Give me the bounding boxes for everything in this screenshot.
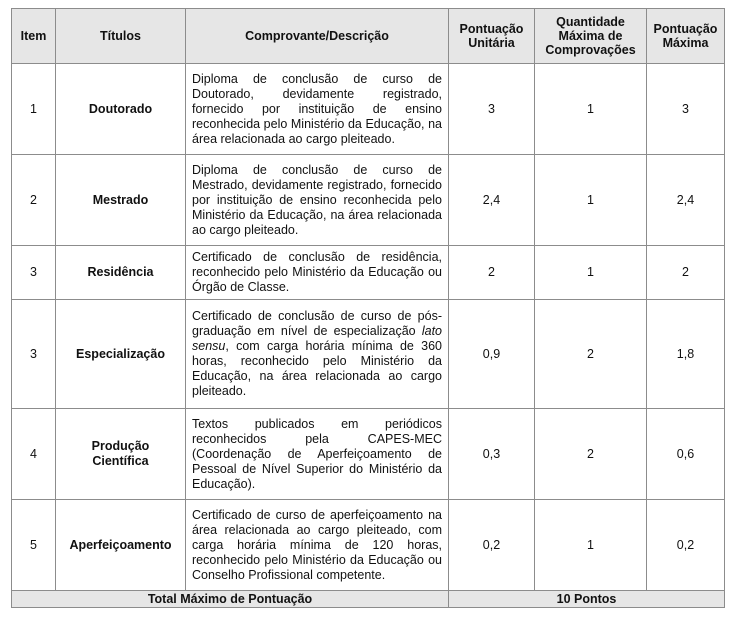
total-value: 10 Pontos — [449, 591, 725, 608]
header-row — [12, 9, 725, 64]
header-comprovante: Comprovante/Descrição — [186, 9, 449, 64]
row-item: 1 — [12, 64, 56, 155]
row-item: 3 — [12, 246, 56, 300]
total-row — [12, 591, 725, 608]
row-quantidade: 1 — [535, 500, 647, 591]
row-titulo: Doutorado — [56, 64, 186, 155]
header-pontuacao-unitaria — [449, 9, 535, 64]
row-descricao-italic: lato sensu — [192, 324, 442, 353]
row-descricao: Diploma de conclusão de curso de Doutorado, devidamente registrado, fornecido por instituição de ensino reconhecida pelo Ministério da Educação, na área relacionada ao cargo pleiteado. — [186, 64, 449, 155]
header-unitaria-line2: Unitária — [468, 36, 515, 50]
header-maxima-line2: Máxima — [662, 36, 709, 50]
row-quantidade: 1 — [535, 64, 647, 155]
header-pontuacao-maxima — [647, 9, 725, 64]
header-quantidade-line1: Quantidade — [556, 15, 625, 29]
row-pontuacao-maxima: 0,6 — [647, 409, 725, 500]
table-row — [12, 246, 725, 300]
row-pontuacao-unitaria: 3 — [449, 64, 535, 155]
row-pontuacao-maxima: 3 — [647, 64, 725, 155]
row-descricao: Certificado de curso de aperfeiçoamento na área relacionada ao cargo pleiteado, com carga horária mínima de 120 horas, reconhecido pelo Ministério da Educação ou Conselho Profissional competente. — [186, 500, 449, 591]
header-quantidade-line3: Comprovações — [545, 43, 636, 57]
table-row — [12, 155, 725, 246]
row-pontuacao-maxima: 2,4 — [647, 155, 725, 246]
row-pontuacao-unitaria: 0,3 — [449, 409, 535, 500]
row-quantidade: 2 — [535, 409, 647, 500]
row-item: 2 — [12, 155, 56, 246]
row-descricao-part2: , com carga horária mínima de 360 horas, reconhecido pelo Ministério da Educação, na área relacionada ao cargo pleiteado. — [192, 339, 442, 398]
row-pontuacao-unitaria: 2 — [449, 246, 535, 300]
row-item: 3 — [12, 300, 56, 409]
row-pontuacao-unitaria: 0,9 — [449, 300, 535, 409]
row-titulo: Residência — [56, 246, 186, 300]
row-quantidade: 2 — [535, 300, 647, 409]
row-pontuacao-unitaria: 2,4 — [449, 155, 535, 246]
table-row — [12, 300, 725, 409]
row-titulo-line1: Produção — [91, 439, 150, 453]
row-item: 4 — [12, 409, 56, 500]
table-row — [12, 64, 725, 155]
header-titulos: Títulos — [56, 9, 186, 64]
header-maxima-line1: Pontuação — [653, 22, 718, 36]
row-titulo: Mestrado — [56, 155, 186, 246]
row-quantidade: 1 — [535, 155, 647, 246]
row-titulo: Especialização — [56, 300, 186, 409]
row-pontuacao-maxima: 1,8 — [647, 300, 725, 409]
pontuacao-table — [11, 8, 725, 608]
row-descricao-part1: Certificado de conclusão de curso de pós-graduação em nível de especialização — [192, 309, 442, 338]
row-titulo: Aperfeiçoamento — [56, 500, 186, 591]
row-item: 5 — [12, 500, 56, 591]
row-pontuacao-maxima: 0,2 — [647, 500, 725, 591]
table-row — [12, 409, 725, 500]
row-titulo — [56, 409, 186, 500]
row-descricao: Certificado de conclusão de residência, reconhecido pelo Ministério da Educação ou Órgão de Classe. — [186, 246, 449, 300]
row-descricao: Diploma de conclusão de curso de Mestrado, devidamente registrado, fornecido por instituição de ensino reconhecida pelo Ministério da Educação, na área relacionada ao cargo pleiteado. — [186, 155, 449, 246]
header-item: Item — [12, 9, 56, 64]
row-descricao — [186, 300, 449, 409]
row-quantidade: 1 — [535, 246, 647, 300]
row-pontuacao-unitaria: 0,2 — [449, 500, 535, 591]
total-label: Total Máximo de Pontuação — [12, 591, 449, 608]
header-quantidade-line2: Máxima de — [558, 29, 623, 43]
row-descricao: Textos publicados em periódicos reconhecidos pela CAPES-MEC (Coordenação de Aperfeiçoamento de Pessoal de Nível Superior do Ministério da Educação). — [186, 409, 449, 500]
row-pontuacao-maxima: 2 — [647, 246, 725, 300]
row-titulo-line2: Científica — [92, 454, 149, 468]
table-row — [12, 500, 725, 591]
header-quantidade-maxima — [535, 9, 647, 64]
header-unitaria-line1: Pontuação — [459, 22, 524, 36]
